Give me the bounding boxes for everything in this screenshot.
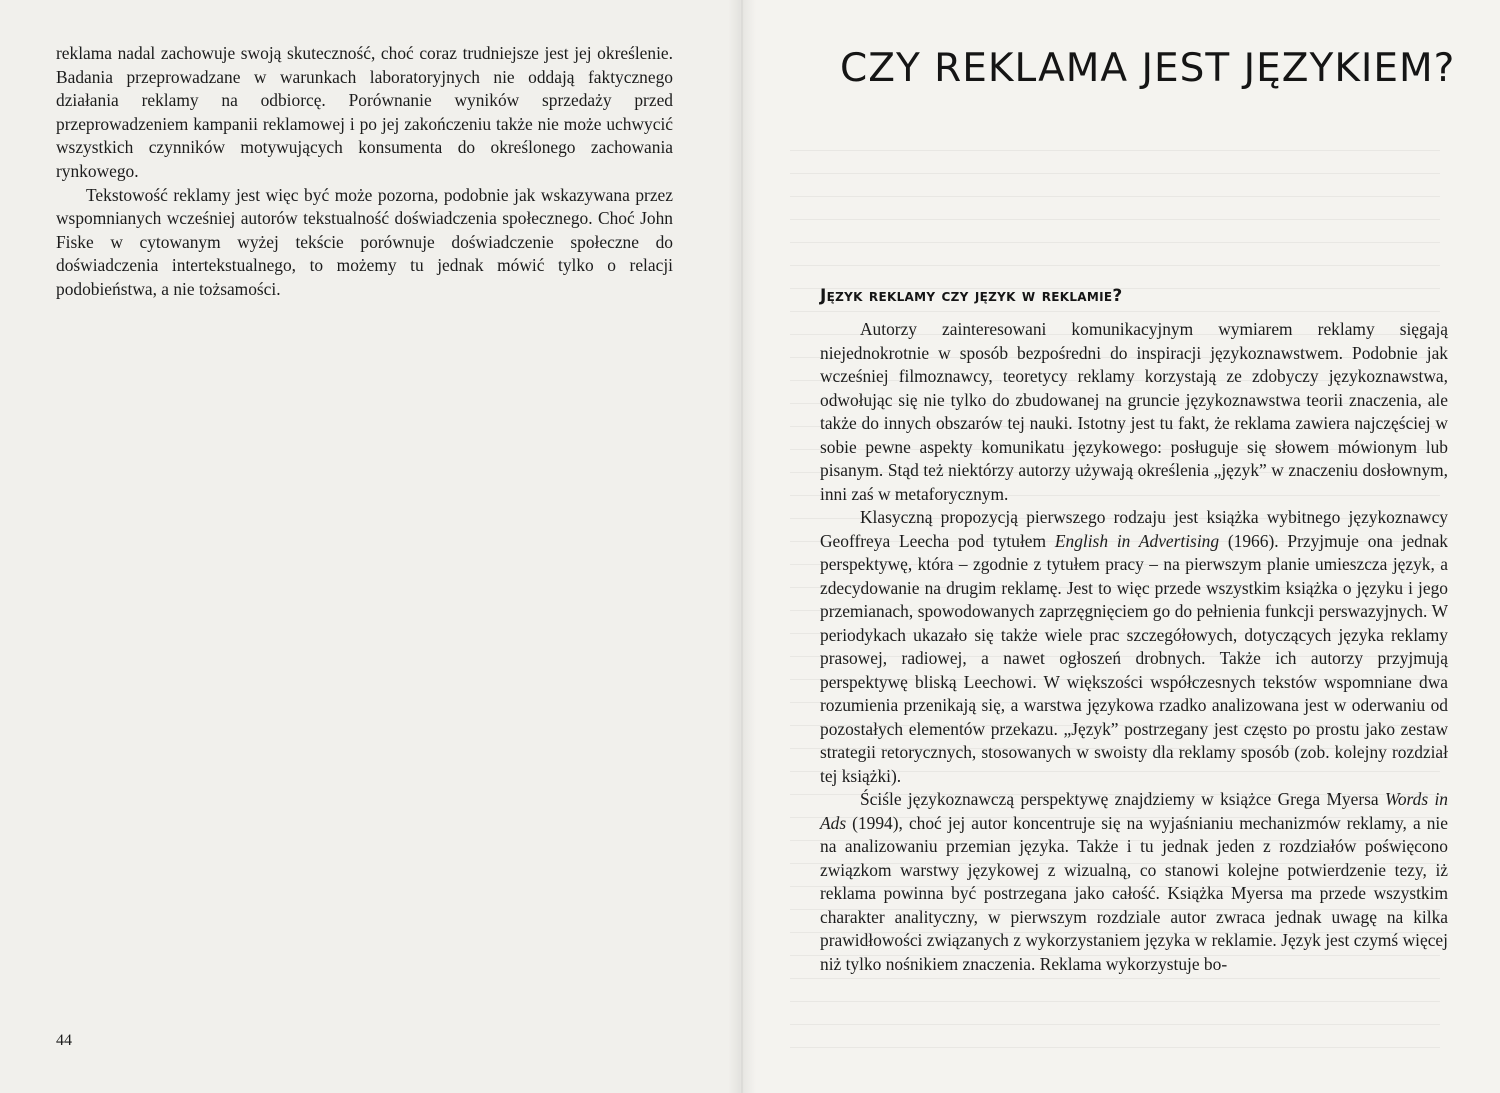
right-paragraph-3 [820,788,1448,976]
right-page-body [820,318,1448,976]
right-paragraph-1: Autorzy zainteresowani komunikacyjnym wymiarem reklamy sięgają niejednokrotnie w sposób bezpośredni do inspiracji językoznawstwem. Podobnie jak wcześniej filmoznawcy, teoretycy reklamy korzystają ze zdobyczy językoznawstwa, odwołując się nie tylko do zbudowanej na gruncie językoznawstwa teorii znaczenia, ale także do innych obszarów tej nauki. Istotny jest tu fakt, że reklama zawiera najczęściej w sobie pewne aspekty komunikatu językowego: posługuje się słowem mówionym lub pisanym. Stąd też niektórzy autorzy używają określenia „język” w znaczeniu dosłownym, inni zaś w metaforycznym. [820,319,1448,504]
left-paragraph-1: reklama nadal zachowuje swoją skuteczność, choć coraz trudniejsze jest jej określenie. Badania przeprowadzane w warunkach laboratoryjnych nie oddają faktycznego działania reklamy na odbiorcę. Porównanie wyników sprzedaży przed przeprowadzeniem kampanii reklamowej i po jej zakończeniu także nie może uchwycić wszystkich czynników motywujących konsumenta do określonego zachowania rynkowego. [56,43,673,181]
left-paragraph-2: Tekstowość reklamy jest więc być może pozorna, podobnie jak wskazywana przez wspomnianych wcześniej autorów tekstualność doświadczenia społecznego. Choć John Fiske w cytowanym wyżej tekście porównuje doświadczenie społeczne do doświadczenia intertekstualnego, to możemy tu jednak mówić tylko o relacji podobieństwa, a nie tożsamości. [56,184,673,299]
paragraph-text: Klasyczną propozycją pierwszego rodzaju jest książka wybitnego językoznawcy Geoffreya Leecha pod tytułem [820,507,1448,551]
book-gutter [728,0,756,1093]
book-title-english-in-advertising: English in Advertising [1054,530,1220,551]
page-number: 44 [56,1032,72,1049]
section-heading: Język reklamy czy język w reklamie? [820,286,1123,306]
paragraph-text: Ściśle językoznawczą perspektywę znajdziemy w książce Grega Myersa [860,789,1385,809]
chapter-title: CZY REKLAMA JEST JĘZYKIEM? [840,46,1456,91]
paragraph-text: (1966). Przyjmuje ona jednak perspektywę, która – zgodnie z tytułem pracy – na pierwszym planie umieszcza język, a zdecydowanie na drugim reklamę. Jest to więc przede wszystkim książka o języku i jego przemianach, spowodowanych zaprzęgnięciem go do pełnienia funkcji perswazyjnych. W periodykach ukazało się także wiele prac szczegółowych, dotyczących języka reklamy prasowej, radiowej, a nawet ogłoszeń drobnych. Także ich autorzy przyjmują perspektywę bliską Leechowi. W większości współczesnych tekstów wspomniane dwa rozumienia przenikają się, a warstwa językowa rzadko analizowana jest w oderwaniu od pozostałych elementów przekazu. „Język” postrzegany jest często po prostu jako zestaw strategii retorycznych, stosowanych w swoisty dla reklamy sposób (zob. kolejny rozdział tej książki). [820,530,1448,786]
paragraph-text: (1994), choć jej autor koncentruje się na wyjaśnianiu mechanizmów reklamy, a nie na analizowaniu przemian języka. Także i tu jednak jeden z rozdziałów poświęcono związkom warstwy językowej z wizualną, co stanowi kolejne potwierdzenie tezy, iż reklama powinna być postrzegana jako całość. Książka Myersa ma przede wszystkim charakter analityczny, w pierwszym rozdziale autor zwraca jednak uwagę na kilka prawidłowości związanych z wykorzystaniem języka w reklamie. Język jest czymś więcej niż tylko nośnikiem znaczenia. Reklama wykorzystuje bo- [820,812,1448,974]
left-page-body [56,42,673,302]
book-title-words-in-ads: Words in Ads [820,789,1448,833]
right-paragraph-2 [820,506,1448,788]
left-page [0,0,740,1093]
